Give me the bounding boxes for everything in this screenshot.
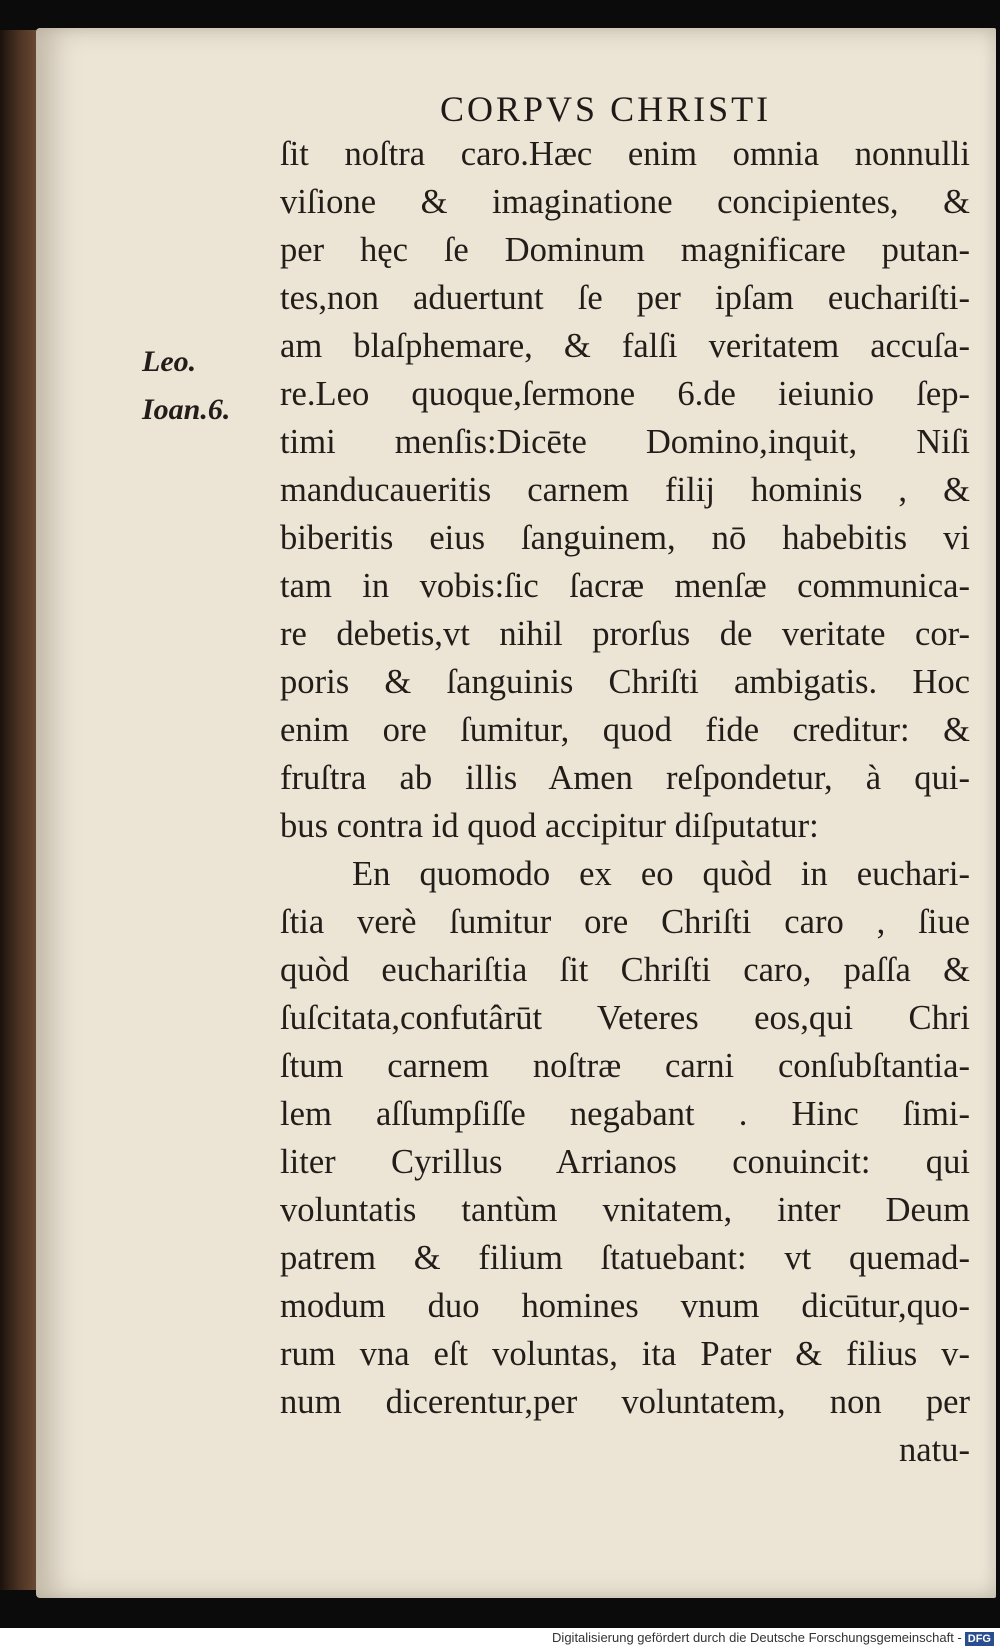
text-line: manducaueritis carnem filij hominis , &: [280, 471, 970, 509]
text-line: tes,non aduertunt ſe per ipſam euchariſti-: [280, 279, 970, 317]
text-line: patrem & filium ſtatuebant: vt quemad-: [280, 1239, 970, 1277]
text-line: ſtia verè ſumitur ore Chriſti caro , ſiue: [280, 903, 970, 941]
text-line: quòd euchariſtia ſit Chriſti caro, paſſa &: [280, 951, 970, 989]
body-text: [280, 130, 970, 1474]
text-line: per hęc ſe Dominum magnificare putan-: [280, 231, 970, 269]
catchword: natu-: [898, 1431, 970, 1469]
text-line: tam in vobis:ſic ſacræ menſæ communica-: [280, 567, 970, 605]
text-line: voluntatis tantùm vnitatem, inter Deum: [280, 1191, 970, 1229]
text-line: poris & ſanguinis Chriſti ambigatis. Hoc: [280, 663, 970, 701]
text-line: liter Cyrillus Arrianos conuincit: qui: [280, 1143, 970, 1181]
text-line: lem aſſumpſiſſe negabant . Hinc ſimi-: [280, 1095, 970, 1133]
text-line: enim ore ſumitur, quod fide creditur: &: [280, 711, 970, 749]
footer-bar: [0, 1628, 1000, 1650]
text-line: viſione & imaginatione concipientes, &: [280, 183, 970, 221]
text-line: ſtum carnem noſtræ carni conſubſtantia-: [280, 1047, 970, 1085]
running-head: CORPVS CHRISTI: [440, 89, 772, 129]
text-line: bus contra id quod accipitur diſputatur:: [280, 807, 819, 845]
text-line: am blaſphemare, & falſi veritatem accuſa-: [280, 327, 970, 365]
footer-credit: [552, 1630, 994, 1646]
text-line: En quomodo ex eo quòd in euchari-: [352, 855, 970, 893]
text-line: re.Leo quoque,ſermone 6.de ieiunio ſep-: [280, 375, 970, 413]
margin-note-leo: Leo.: [142, 345, 197, 378]
dfg-logo: DFG: [965, 1632, 994, 1646]
margin-note-ioan: Ioan.6.: [142, 393, 231, 426]
text-line: fruſtra ab illis Amen reſpondetur, à qui-: [280, 759, 970, 797]
text-line: ſit noſtra caro.Hæc enim omnia nonnulli: [280, 135, 970, 173]
footer-credit-text: Digitalisierung gefördert durch die Deutsche Forschungsgemeinschaft -: [552, 1630, 962, 1645]
text-line: ſuſcitata,confutârūt Veteres eos,qui Chri: [280, 999, 970, 1037]
text-line: rum vna eſt voluntas, ita Pater & filius v-: [280, 1335, 970, 1373]
text-line: biberitis eius ſanguinem, nō habebitis vi: [280, 519, 970, 557]
text-line: modum duo homines vnum dicūtur,quo-: [280, 1287, 970, 1325]
text-line: timi menſis:Dicēte Domino,inquit, Niſi: [280, 423, 970, 461]
text-line: num dicerentur,per voluntatem, non per: [280, 1383, 970, 1421]
text-line: re debetis,vt nihil prorſus de veritate cor-: [280, 615, 970, 653]
